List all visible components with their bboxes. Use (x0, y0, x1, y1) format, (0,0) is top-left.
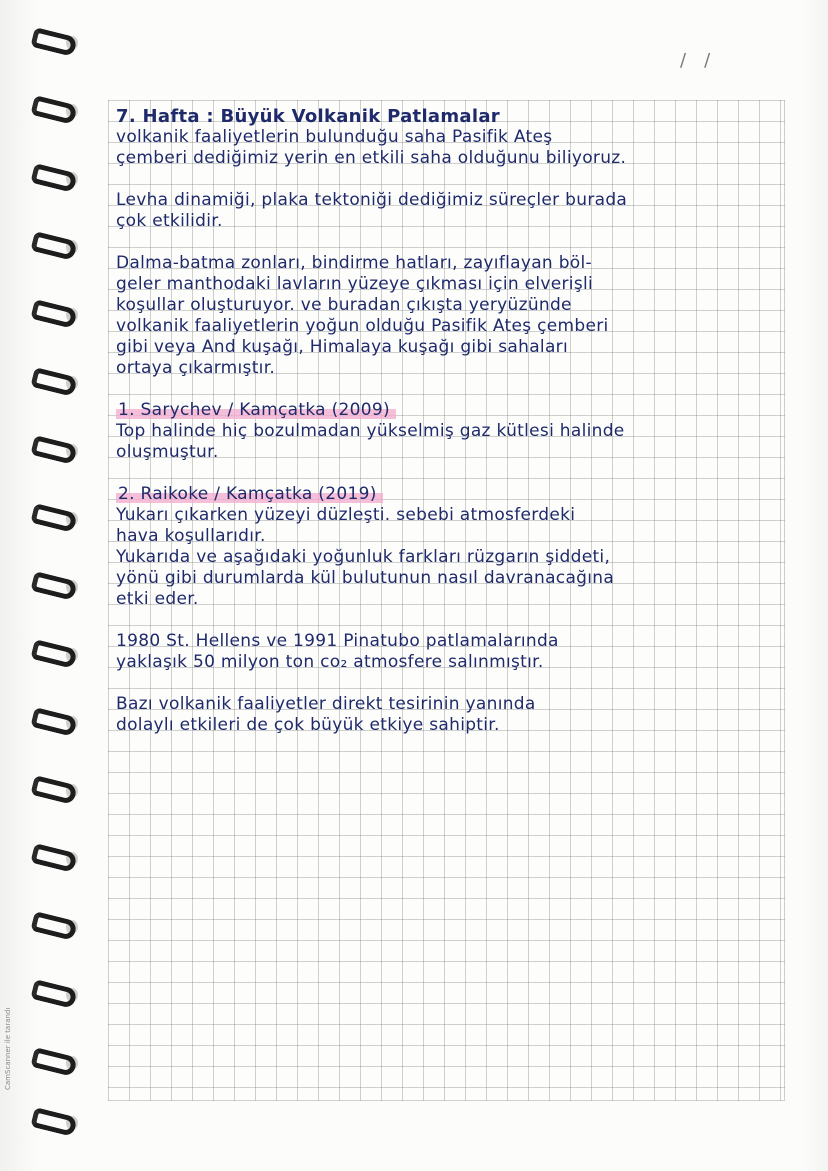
paragraph-3-line-1: Dalma-batma zonları, bindirme hatları, zayıflayan böl- (116, 253, 592, 273)
spiral-ring (28, 98, 80, 124)
paragraph-3-line-3: koşullar oluşturuyor. ve buradan çıkışta yeryüzünde (116, 295, 572, 315)
scanner-watermark: CamScanner ile tarandı (4, 1007, 12, 1090)
case-2-heading: 2. Raikoke / Kamçatka (2019) (116, 484, 383, 504)
spiral-ring (28, 982, 80, 1008)
page-title: 7. Hafta : Büyük Volkanik Patlamalar (116, 106, 500, 127)
paragraph-2-line-2: çok etkilidir. (116, 211, 223, 231)
spiral-ring (28, 370, 80, 396)
spiral-ring (28, 438, 80, 464)
spiral-ring (28, 30, 80, 56)
paragraph-2-line-1: Levha dinamiği, plaka tektoniği dediğimiz süreçler burada (116, 190, 628, 210)
case-2-line-5: etki eder. (116, 589, 199, 609)
spiral-ring (28, 1050, 80, 1076)
paragraph-3-line-5: gibi veya And kuşağı, Himalaya kuşağı gibi sahaları (116, 337, 568, 357)
paragraph-5-line-1: Bazı volkanik faaliyetler direkt tesirinin yanında (116, 694, 536, 714)
paragraph-4-line-1: 1980 St. Hellens ve 1991 Pinatubo patlamalarında (116, 631, 559, 651)
spiral-ring (28, 710, 80, 736)
spiral-ring (28, 914, 80, 940)
case-2-line-2: hava koşullarıdır. (116, 526, 266, 546)
paragraph-1-line-1: volkanik faaliyetlerin bulunduğu saha Pasifik Ateş (116, 127, 553, 147)
paragraph-4-line-2: yaklaşık 50 milyon ton co₂ atmosfere salınmıştır. (116, 652, 544, 672)
case-2-line-1: Yukarı çıkarken yüzeyi düzleşti. sebebi atmosferdeki (116, 505, 576, 525)
spiral-ring (28, 778, 80, 804)
paragraph-5-line-2: dolaylı etkileri de çok büyük etkiye sahiptir. (116, 715, 500, 735)
paragraph-3-line-6: ortaya çıkarmıştır. (116, 358, 276, 378)
case-1-line-2: oluşmuştur. (116, 442, 219, 462)
handwritten-notes (116, 106, 788, 736)
spiral-binding (28, 30, 88, 1140)
spiral-ring (28, 166, 80, 192)
case-2-line-3: Yukarıda ve aşağıdaki yoğunluk farkları rüzgarın şiddeti, (116, 547, 611, 567)
spiral-ring (28, 846, 80, 872)
spiral-ring (28, 574, 80, 600)
paragraph-1-line-2: çemberi dediğimiz yerin en etkili saha olduğunu biliyoruz. (116, 148, 627, 168)
case-1-heading: 1. Sarychev / Kamçatka (2009) (116, 400, 396, 420)
paragraph-3-line-2: geler manthodaki lavların yüzeye çıkması için elverişli (116, 274, 594, 294)
spiral-ring (28, 302, 80, 328)
spiral-ring (28, 506, 80, 532)
spiral-ring (28, 1110, 80, 1136)
case-2-line-4: yönü gibi durumlarda kül bulutunun nasıl davranacağına (116, 568, 615, 588)
spiral-ring (28, 642, 80, 668)
case-1-line-1: Top halinde hiç bozulmadan yükselmiş gaz kütlesi halinde (116, 421, 625, 441)
corner-marks: // (680, 50, 729, 71)
paragraph-3-line-4: volkanik faaliyetlerin yoğun olduğu Pasifik Ateş çemberi (116, 316, 609, 336)
spiral-ring (28, 234, 80, 260)
